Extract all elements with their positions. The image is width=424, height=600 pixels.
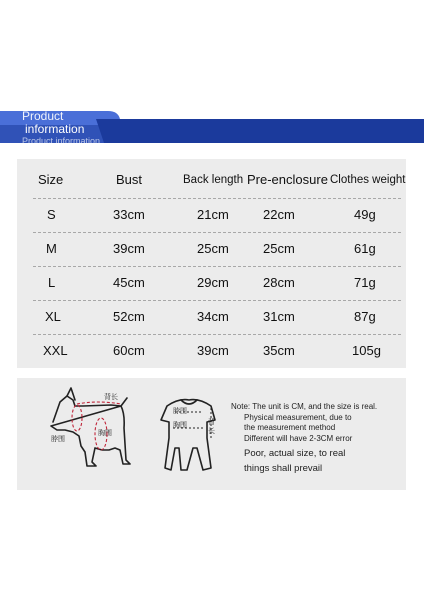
cell-clothes-weight: 105g [352,343,381,358]
dog-label-back-length: 背长 [104,394,118,401]
garment-label-chest: 胸围 [173,422,187,429]
cell-pre-enclosure: 35cm [263,343,295,358]
header-clothes-weight: Clothes weight [330,174,406,186]
header-back-length: Back length [183,174,244,186]
cell-pre-enclosure: 31cm [263,309,295,324]
garment-outline-icon [161,400,215,470]
cell-bust: 33cm [113,207,145,222]
cell-bust: 52cm [113,309,145,324]
cell-size: XXL [43,343,68,358]
dog-measure-lines [72,402,121,450]
note-line-2: Physical measurement, due to [244,413,352,422]
cell-clothes-weight: 71g [354,275,376,290]
table-header-row [17,163,406,197]
garment-label-neck: 脖围 [173,408,187,415]
cell-pre-enclosure: 25cm [263,241,295,256]
cell-size: M [46,241,57,256]
table-row [17,198,406,232]
table-row [17,232,406,266]
cell-pre-enclosure: 28cm [263,275,295,290]
measurement-diagram-panel [17,378,406,490]
note-line-4: Different will have 2-3CM error [244,434,353,443]
cell-clothes-weight: 87g [354,309,376,324]
header-bust: Bust [116,172,143,187]
cell-bust: 60cm [113,343,145,358]
cell-clothes-weight: 61g [354,241,376,256]
banner-title-line2: information [25,122,85,136]
cell-pre-enclosure: 22cm [263,207,295,222]
header-pre-enclosure: Pre-enclosure [247,172,328,187]
note-line-3: the measurement method [244,423,336,432]
cell-size: S [47,207,56,222]
cell-back-length: 25cm [197,241,229,256]
cell-bust: 39cm [113,241,145,256]
cell-back-length: 29cm [197,275,229,290]
size-table [17,159,406,368]
dog-label-neck: 脖围 [51,436,65,443]
note-line-6: things shall prevail [244,463,323,474]
banner-title-line3: Product information [22,136,101,146]
cell-size: L [48,275,56,290]
cell-clothes-weight: 49g [354,207,376,222]
note-line-5: Poor, actual size, to real [244,448,346,459]
cell-back-length: 21cm [197,207,229,222]
table-row [17,266,406,300]
cell-size: XL [45,309,61,324]
cell-back-length: 39cm [197,343,229,358]
table-row [17,334,406,368]
banner-title-line1: Product [22,109,64,123]
dog-outline-icon [51,388,130,466]
note-line-1: Note: The unit is CM, and the size is real. [231,402,378,411]
table-row [17,300,406,334]
dog-label-chest: 胸围 [98,430,112,437]
garment-label-back-length: 背长 [208,419,215,435]
cell-back-length: 34cm [197,309,229,324]
header-size: Size [38,172,64,187]
cell-bust: 45cm [113,275,145,290]
